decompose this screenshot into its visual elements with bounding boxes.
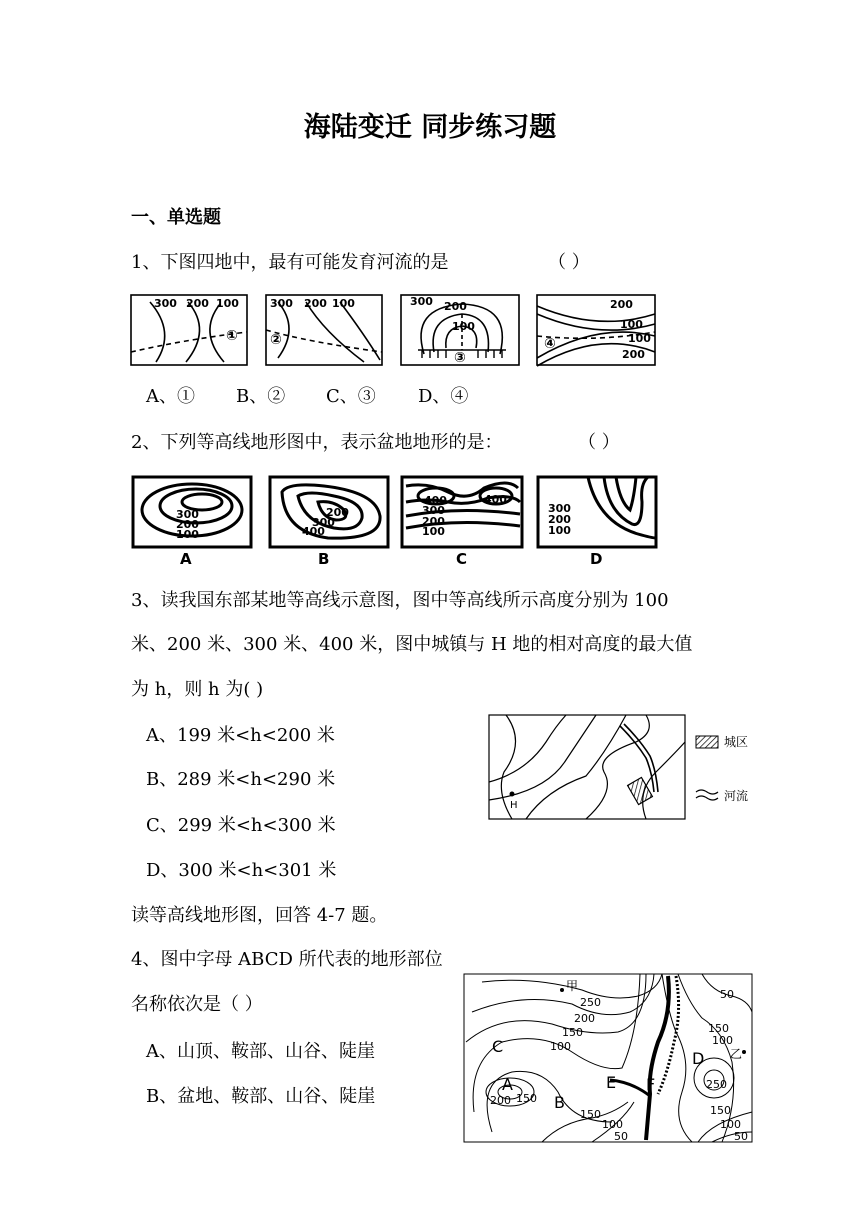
q4-letter-a: A (502, 1075, 513, 1094)
question-1-stem: 1、下图四地中，最有可能发育河流的是 (131, 252, 449, 273)
q1-p3-label-300: 300 (410, 295, 433, 308)
contour-150-b: 150 (580, 1108, 601, 1121)
q2-c-label-400b: 400 (484, 493, 507, 506)
contour-250-r: 250 (706, 1078, 727, 1091)
q2-b-letter: B (318, 550, 330, 568)
q1-option-c: C、③ (326, 386, 376, 407)
contour-150-a: 150 (516, 1092, 537, 1105)
q1-p4-label-100a: 100 (620, 318, 643, 331)
q3-option-b: B、289 米<h<290 米 (146, 769, 336, 790)
q2-a-label-200: 200 (176, 518, 199, 531)
question-4-line-2: 名称依次是（ ） (131, 994, 263, 1015)
q2-c-letter: C (456, 550, 468, 568)
place-jia: 甲 (566, 979, 579, 993)
q2-d-label-200: 200 (548, 513, 571, 526)
contour-50-r2: 50 (734, 1130, 748, 1143)
q2-d-label-300: 300 (548, 502, 571, 515)
legend-river-swatch (696, 790, 718, 794)
q2-c-label-100: 100 (422, 525, 445, 538)
q3-option-c: C、299 米<h<300 米 (146, 815, 336, 836)
q1-p2-label-100: 100 (332, 297, 355, 310)
q1-p2-marker: ② (270, 332, 282, 348)
q1-option-b: B、② (236, 386, 286, 407)
q3-figure (486, 712, 752, 824)
q4-option-b: B、盆地、鞍部、山谷、陡崖 (146, 1086, 376, 1107)
place-jia-dot (560, 988, 564, 992)
place-yi-dot (742, 1050, 746, 1054)
q1-p3-label-100: 100 (452, 320, 475, 333)
q1-p4-label-200a: 200 (610, 298, 633, 311)
q2-a-label-300: 300 (176, 508, 199, 521)
q2-d-label-100: 100 (548, 524, 571, 537)
q1-p1-marker: ① (226, 328, 238, 344)
q2-d-letter: D (590, 550, 603, 568)
q1-p4-marker: ④ (544, 336, 556, 352)
legend-city-swatch (696, 736, 718, 748)
contour-50-r: 50 (720, 988, 734, 1001)
q1-p3-label-200: 200 (444, 300, 467, 313)
question-2-answer-paren: （ ） (578, 432, 620, 453)
q4-figure (462, 972, 754, 1144)
q1-p2-label-200: 200 (304, 297, 327, 310)
q1-p4-label-100b: 100 (628, 332, 651, 345)
section-heading: 一、单选题 (131, 207, 221, 228)
contour-100: 100 (550, 1040, 571, 1053)
q4-map-frame (464, 974, 752, 1142)
group-instruction: 读等高线地形图，回答 4-7 题。 (131, 905, 388, 926)
q4-letter-b: B (554, 1093, 565, 1112)
contour-100-r2: 100 (720, 1118, 741, 1131)
question-3-line-2: 米、200 米、300 米、400 米，图中城镇与 H 地的相对高度的最大值 (131, 634, 693, 655)
contour-150-r: 150 (708, 1022, 729, 1035)
q4-option-a: A、山顶、鞍部、山谷、陡崖 (146, 1041, 375, 1062)
contour-200-a: 200 (490, 1094, 511, 1107)
q2-c-label-400a: 400 (424, 494, 447, 507)
q1-p1-label-100: 100 (216, 297, 239, 310)
q2-b-label-300: 300 (312, 516, 335, 529)
q3-point-h-label: H (510, 800, 518, 811)
contour-50-b: 50 (614, 1130, 628, 1143)
q1-option-a: A、① (146, 386, 195, 407)
q2-b-label-200: 200 (326, 506, 349, 519)
q2-figure (128, 472, 662, 568)
q3-map-frame (489, 715, 685, 819)
q2-c-label-300: 300 (422, 504, 445, 517)
page-title: 海陆变迁 同步练习题 (303, 112, 557, 143)
q1-option-d: D、④ (418, 386, 469, 407)
contour-100-r: 100 (712, 1034, 733, 1047)
question-4-line-1: 4、图中字母 ABCD 所代表的地形部位 (131, 949, 443, 970)
q1-p4-label-200b: 200 (622, 348, 645, 361)
q4-letter-d: D (692, 1049, 705, 1068)
contour-100-b: 100 (602, 1118, 623, 1131)
question-3-line-1: 3、读我国东部某地等高线示意图，图中等高线所示高度分别为 100 (131, 590, 669, 611)
q1-p1-label-300: 300 (154, 297, 177, 310)
q3-point-h (510, 792, 515, 797)
q4-letter-c: C (492, 1037, 504, 1056)
q4-letter-f: F (646, 1075, 656, 1094)
legend-river-label: 河流 (724, 789, 749, 803)
q1-figure (128, 292, 658, 368)
q2-c-label-200: 200 (422, 515, 445, 528)
place-yi: 乙 (730, 1047, 743, 1061)
q3-option-d: D、300 米<h<301 米 (146, 860, 337, 881)
question-2-stem: 2、下列等高线地形图中，表示盆地地形的是： (131, 432, 503, 453)
q2-b-label-400: 400 (302, 525, 325, 538)
contour-200: 200 (574, 1012, 595, 1025)
question-1-answer-paren: （ ） (548, 252, 590, 273)
contour-150-r2: 150 (710, 1104, 731, 1117)
question-3-line-3: 为 h，则 h 为( ) (131, 679, 264, 700)
q3-option-a: A、199 米<h<200 米 (146, 725, 335, 746)
q1-p3-marker: ③ (454, 350, 466, 366)
q2-a-label-100: 100 (176, 528, 199, 541)
q1-p1-label-200: 200 (186, 297, 209, 310)
q2-a-letter: A (180, 550, 192, 568)
legend-city-label: 城区 (724, 735, 749, 749)
q1-p2-label-300: 300 (270, 297, 293, 310)
contour-250: 250 (580, 996, 601, 1009)
contour-150: 150 (562, 1026, 583, 1039)
q4-letter-e: E (606, 1073, 617, 1092)
